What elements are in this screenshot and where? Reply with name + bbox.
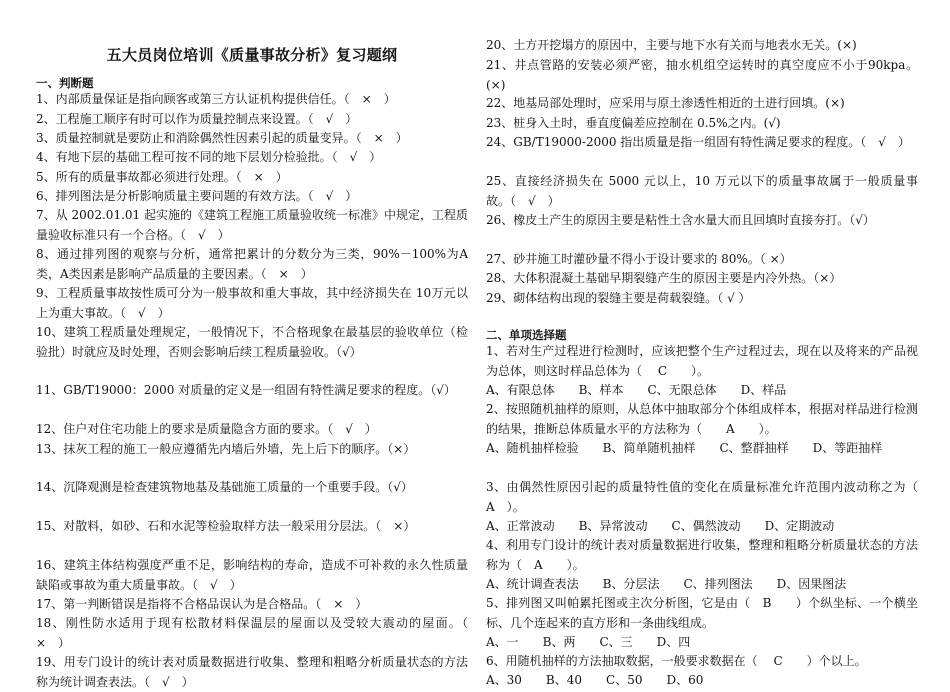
mc-question-5: 5、排列图又叫帕累托图或主次分析图，它是由（ B ）个纵坐标、一个横坐标、几个连起来的直方形和一条曲线组成。 [486, 596, 918, 630]
tf-question-1: 1、内部质量保证是指向顾客或第三方认证机构提供信任。（ × ） [36, 92, 396, 106]
mc-question-3: 3、由偶然性原因引起的质量特性值的变化在质量标准允许范围内波动称之为（ A ）。 [486, 480, 943, 514]
tf-question-12: 12、住户对住宅功能上的要求是质量隐含方面的要求。（ √ ） [36, 422, 377, 436]
mc-options-3: A、正常波动 B、异常波动 C、偶然波动 D、定期波动 [486, 519, 835, 533]
section-heading-true-false: 一、判断题 [36, 76, 94, 90]
tf-question-17: 17、第一判断错误是指将不合格品误认为是合格品。（ × ） [36, 597, 368, 611]
mc-question-6: 6、用随机抽样的方法抽取数据，一般要求数据在（ C ）个以上。 [486, 654, 867, 668]
tf-question-11: 11、GB/T19000：2000 对质量的定义是一组固有特性满足要求的程度。（√） [36, 383, 456, 397]
tf-question-27: 27、砂井施工时灌砂量不得小于设计要求的 80%。（ ×） [486, 252, 792, 266]
tf-question-4: 4、有地下层的基础工程可按不同的地下层划分检验批。（ √ ） [36, 150, 382, 164]
tf-question-3: 3、质量控制就是要防止和消除偶然性因素引起的质量变异。（ × ） [36, 131, 408, 145]
tf-question-24: 24、GB/T19000-2000 指出质量是指一组固有特性满足要求的程度。（ √ ） [486, 135, 910, 149]
tf-question-19: 19、用专门设计的统计表对质量数据进行收集、整理和粗略分析质量状态的方法称为统计调查表法。（ √ ） [36, 655, 468, 689]
mc-options-1: A、有限总体 B、样本 C、无限总体 D、样品 [486, 383, 787, 397]
section-heading-multiple-choice: 二、单项选择题 [486, 328, 567, 342]
mc-question-2: 2、按照随机抽样的原则，从总体中抽取部分个体组成样本，根据对样品进行检测的结果，推断总体质量水平的方法称为（ A ）。 [486, 402, 918, 436]
page-title: 五大员岗位培训《质量事故分析》复习题纲 [106, 46, 398, 64]
tf-question-14: 14、沉降观测是检查建筑物地基及基础施工质量的一个重要手段。（√） [36, 480, 413, 494]
tf-question-9: 9、工程质量事故按性质可分为一般事故和重大事故，其中经济损失在 10万元以上为重大事故。（ √ ） [36, 286, 468, 320]
tf-question-21: 21、井点管路的安装必须严密，抽水机组空运转时的真空度应不小于90kpa。(×) [486, 58, 918, 92]
tf-question-23: 23、桩身入土时，垂直度偏差应控制在 0.5%之内。(√) [486, 116, 781, 130]
tf-question-20: 20、土方开挖塌方的原因中，主要与地下水有关而与地表水无关。(×) [486, 38, 857, 52]
tf-question-10: 10、建筑工程质量处理规定，一般情况下，不合格现象在最基层的验收单位（检验批）时就应及时处理，否则会影响后续工程质量验收。（√） [36, 325, 468, 359]
tf-question-2: 2、工程施工顺序有时可以作为质量控制点来设置。（ √ ） [36, 112, 358, 126]
mc-options-5: A、一 B、两 C、三 D、四 [486, 635, 691, 649]
tf-question-6: 6、排列图法是分析影响质量主要问题的有效方法。（ √ ） [36, 189, 358, 203]
tf-question-18: 18、刚性防水适用于现有松散材料保温层的屋面以及受较大震动的屋面。（ × ） [36, 616, 481, 650]
tf-question-13: 13、抹灰工程的施工一般应遵循先内墙后外墙，先上后下的顺序。（×） [36, 442, 416, 456]
tf-question-22: 22、地基局部处理时，应采用与原土渗透性相近的土进行回填。(×) [486, 96, 845, 110]
mc-question-1: 1、若对生产过程进行检测时，应该把整个生产过程过去，现在以及将来的产品视为总体，则这时样品总体为（ C ）。 [486, 344, 918, 378]
mc-options-6: A、30 B、40 C、50 D、60 [486, 673, 704, 687]
mc-question-4: 4、利用专门设计的统计表对质量数据进行收集，整理和粗略分析质量状态的方法称为（ A ）。 [486, 538, 918, 572]
tf-question-8: 8、通过排列图的观察与分析，通常把累计的分数分为三类，90%－100%为A类，A类因素是影响产品质量的主要因素。（ × ） [36, 247, 468, 281]
tf-question-28: 28、大体积混凝土基础早期裂缝产生的原因主要是内冷外热。（×） [486, 271, 842, 285]
tf-question-25: 25、直接经济损失在 5000 元以上，10 万元以下的质量事故属于一般质量事故。（ √ ） [486, 174, 918, 208]
tf-question-5: 5、所有的质量事故都必须进行处理。（ × ） [36, 170, 288, 184]
mc-options-4: A、统计调查表法 B、分层法 C、排列图法 D、因果图法 [486, 577, 847, 591]
mc-options-2: A、随机抽样检验 B、简单随机抽样 C、整群抽样 D、等距抽样 [486, 441, 883, 455]
tf-question-29: 29、砌体结构出现的裂缝主要是荷载裂缝。（ √ ） [486, 291, 751, 305]
tf-question-26: 26、橡皮土产生的原因主要是粘性土含水量大而且回填时直接夯打。（√） [486, 213, 875, 227]
tf-question-7: 7、从 2002.01.01 起实施的《建筑工程施工质量验收统一标准》中规定，工程质量验收标准只有一个合格。（ √ ） [36, 208, 468, 242]
tf-question-16: 16、建筑主体结构强度严重不足，影响结构的寿命，造成不可补救的永久性质量缺陷或事故为重大质量事故。（ √ ） [36, 558, 468, 592]
tf-question-15: 15、对散料，如砂、石和水泥等检验取样方法一般采用分层法。（ ×） [36, 519, 416, 533]
